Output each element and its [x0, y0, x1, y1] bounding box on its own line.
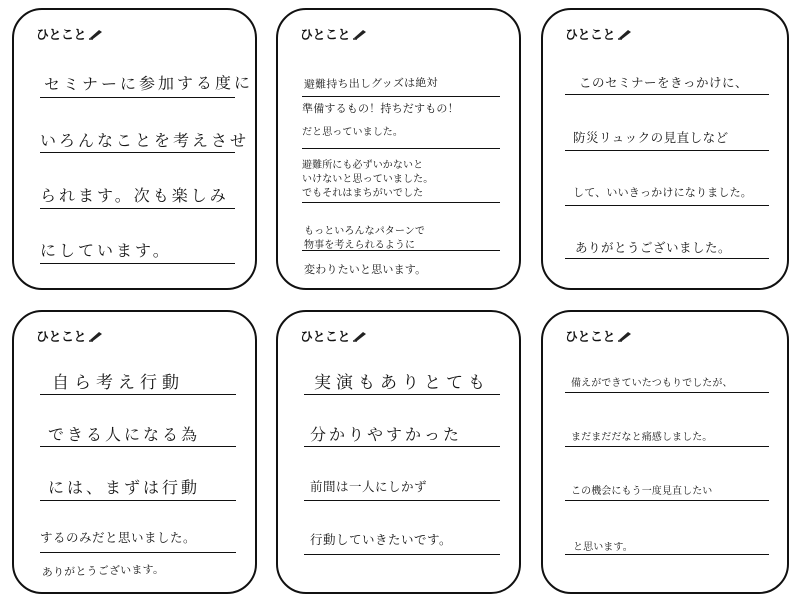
- comment-line: もっといろんなパターンで: [304, 226, 425, 237]
- writing-line: [304, 500, 500, 501]
- comment-line: このセミナーをきっかけに、: [579, 75, 749, 90]
- pencil-icon: [352, 28, 368, 40]
- comment-line: 変わりたいと思います。: [304, 263, 427, 276]
- card-header: [565, 24, 633, 43]
- writing-line: [40, 394, 236, 395]
- card-header: [300, 24, 368, 43]
- comment-card-2: [276, 8, 521, 290]
- comment-line: でもそれはまちがいでした: [302, 188, 424, 199]
- writing-line: [40, 97, 235, 98]
- card-title: ひとこと: [36, 330, 87, 345]
- writing-line: [565, 205, 769, 206]
- comment-line: いろんなことを考えさせ: [40, 131, 250, 150]
- writing-line: [40, 552, 236, 553]
- comment-line: 分かりやすかった: [310, 425, 463, 444]
- comment-line: して、いいきっかけになりました。: [573, 186, 752, 199]
- writing-line: [565, 150, 769, 151]
- comment-line: ありがとうございました。: [575, 240, 732, 255]
- writing-line: [40, 208, 235, 209]
- comment-line: まだまだだなと痛感しました。: [571, 432, 713, 443]
- comment-line: だと思っていました。: [302, 127, 403, 138]
- comment-card-3: [541, 8, 789, 290]
- pencil-icon: [88, 330, 104, 342]
- comment-line: いけないと思っていました。: [302, 174, 434, 185]
- card-header: [565, 326, 633, 345]
- writing-line: [40, 500, 236, 501]
- comment-line: セミナーに参加する度に: [43, 73, 253, 95]
- writing-line: [565, 554, 769, 555]
- card-header: [300, 326, 368, 345]
- writing-line: [565, 446, 769, 447]
- card-title: ひとこと: [300, 28, 351, 43]
- comment-line: 実演もありとても: [314, 373, 490, 393]
- comment-line: にしています。: [40, 241, 172, 260]
- writing-line: [565, 94, 769, 95]
- comment-line: 行動していきたいです。: [310, 532, 453, 547]
- card-title: ひとこと: [565, 28, 616, 43]
- writing-line: [565, 500, 769, 501]
- comment-line: られます。次も楽しみ: [40, 186, 229, 205]
- comment-line: できる人になる為: [48, 425, 201, 444]
- comment-line: 避難持ち出しグッズは絶対: [303, 76, 438, 92]
- writing-line: [304, 394, 500, 395]
- writing-line: [565, 392, 769, 393]
- card-title: ひとこと: [565, 330, 616, 345]
- comment-line: この機会にもう一度見直したい: [571, 486, 713, 497]
- pencil-icon: [617, 28, 633, 40]
- card-title: ひとこと: [300, 330, 351, 345]
- comment-line: には、まずは行動: [48, 478, 201, 497]
- comment-card-6: [541, 310, 789, 594]
- writing-line: [302, 96, 500, 97]
- comment-card-5: [276, 310, 521, 594]
- comment-line: 前間は一人にしかず: [310, 479, 428, 494]
- writing-line: [40, 446, 236, 447]
- writing-line: [302, 148, 500, 149]
- pencil-icon: [617, 330, 633, 342]
- comment-line: と思います。: [573, 542, 633, 553]
- comment-card-4: [12, 310, 257, 594]
- pencil-icon: [352, 330, 368, 342]
- card-header: [36, 24, 104, 43]
- writing-line: [40, 152, 235, 153]
- writing-line: [565, 258, 769, 259]
- comment-line: ありがとうございます。: [41, 562, 165, 580]
- card-header: [36, 326, 104, 345]
- writing-line: [304, 446, 500, 447]
- comment-line: するのみだと思いました。: [40, 530, 197, 545]
- comment-line: 自ら考え行動: [52, 373, 184, 393]
- comment-line: 備えができていたつもりでしたが、: [571, 378, 733, 389]
- writing-line: [304, 554, 500, 555]
- writing-line: [40, 263, 235, 264]
- comment-line: 物事を考えられるように: [304, 240, 416, 251]
- comment-card-1: [12, 8, 257, 290]
- writing-line: [302, 202, 500, 203]
- pencil-icon: [88, 28, 104, 40]
- comment-line: 避難所にも必ずいかないと: [302, 160, 424, 171]
- comment-line: 準備するもの！持ちだすもの！: [302, 102, 459, 115]
- card-title: ひとこと: [36, 28, 87, 43]
- comment-line: 防災リュックの見直しなど: [573, 130, 729, 145]
